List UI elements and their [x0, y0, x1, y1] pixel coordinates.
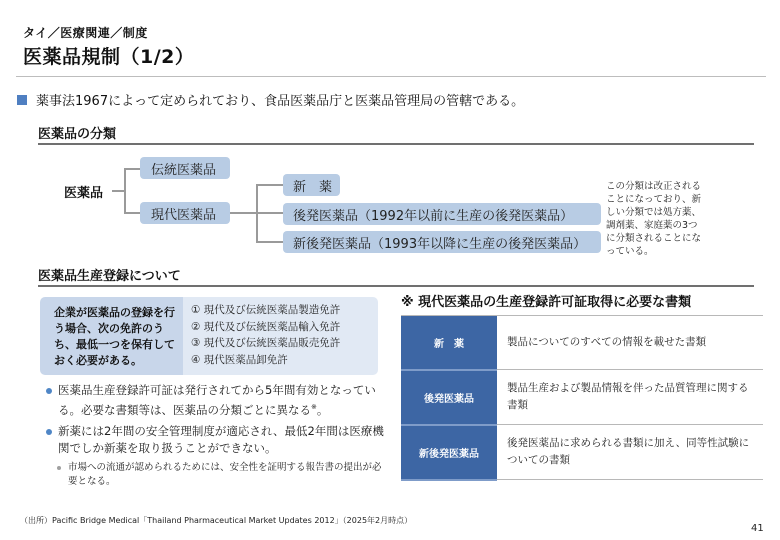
breadcrumb: タイ／医療関連／制度 — [23, 26, 148, 40]
category-cell: 後発医薬品 — [401, 370, 497, 425]
license-requirement-box — [40, 297, 378, 375]
connector-line — [112, 190, 124, 192]
lead-text: 薬事法1967によって定められており、食品医薬品庁と医薬品管理局の管轄である。 — [36, 94, 525, 109]
registration-bullets — [44, 382, 389, 493]
node-modern-medicine: 現代医薬品 — [140, 202, 230, 224]
connector-line — [230, 212, 256, 214]
node-new-generic-drug: 新後発医薬品（1993年以降に生産の後発医薬品） — [283, 231, 601, 253]
footnote-mark: ※ — [311, 403, 317, 411]
section-divider — [38, 143, 754, 145]
license-item: ① 現代及び伝統医薬品製造免許 — [191, 304, 341, 316]
description-cell: 製品生産および製品情報を伴った品質管理に関する書類 — [497, 370, 763, 425]
section-title-classification: 医薬品の分類 — [38, 127, 117, 142]
license-list — [183, 297, 378, 375]
square-bullet-icon — [17, 95, 27, 105]
sub-bullet-item: 市場への流通が認められるためには、安全性を証明する報告書の提出が必要となる。 — [44, 461, 389, 489]
category-cell: 新後発医薬品 — [401, 425, 497, 480]
node-generic-drug: 後発医薬品（1992年以前に生産の後発医薬品） — [283, 203, 601, 225]
license-item: ④ 現代医薬品卸免許 — [191, 353, 288, 366]
page-number: 41 — [751, 523, 764, 534]
source-citation: （出所）Pacific Bridge Medical「Thailand Pharmaceutical Market Updates 2012」（2025年2月時点） — [20, 516, 413, 525]
title-divider — [16, 76, 766, 77]
node-new-drug: 新 薬 — [283, 174, 340, 196]
license-item: ③ 現代及び伝統医薬品販売免許 — [191, 337, 341, 349]
connector-line — [124, 212, 140, 214]
bullet-item — [44, 382, 389, 419]
bullet-item: 新薬には2年間の安全管理制度が適応され、最低2年間は医療機関でしか新薬を取り扱うことができない。 — [44, 423, 389, 457]
license-requirement-text: 企業が医薬品の登録を行う場合、次の免許のうち、最低一つを保有しておく必要がある。 — [40, 297, 183, 375]
connector-line — [256, 241, 283, 243]
section-divider — [38, 285, 754, 287]
page-title: 医薬品規制（1/2） — [23, 46, 195, 68]
description-cell: 製品についてのすべての情報を載せた書類 — [497, 316, 763, 370]
lead-statement — [17, 90, 524, 109]
node-traditional-medicine: 伝統医薬品 — [140, 157, 230, 179]
connector-line — [256, 184, 283, 186]
table-row — [401, 425, 763, 480]
table-row — [401, 316, 763, 370]
bullet-tail: 。 — [316, 402, 329, 417]
connector-line — [124, 168, 126, 214]
table-row — [401, 370, 763, 425]
documents-table — [401, 315, 763, 481]
category-cell: 新 薬 — [401, 316, 497, 370]
license-item: ② 現代及び伝統医薬品輸入免許 — [191, 320, 341, 333]
connector-line — [124, 168, 140, 170]
classification-note: この分類は改正されることになっており、新しい分類では処方薬、調剤薬、家庭薬の3つに分類されることになっている。 — [606, 181, 702, 257]
tree-root: 医薬品 — [64, 186, 104, 201]
connector-line — [256, 212, 283, 214]
bullet-text: 医薬品生産登録許可証は発行されてから5年間有効となっている。必要な書類等は、医薬品の分類ごとに異なる — [58, 383, 376, 417]
description-cell: 後発医薬品に求められる書類に加え、同等性試験についての書類 — [497, 425, 763, 480]
section-title-registration: 医薬品生産登録について — [38, 269, 181, 284]
documents-title: ※ 現代医薬品の生産登録許可証取得に必要な書類 — [401, 295, 692, 310]
